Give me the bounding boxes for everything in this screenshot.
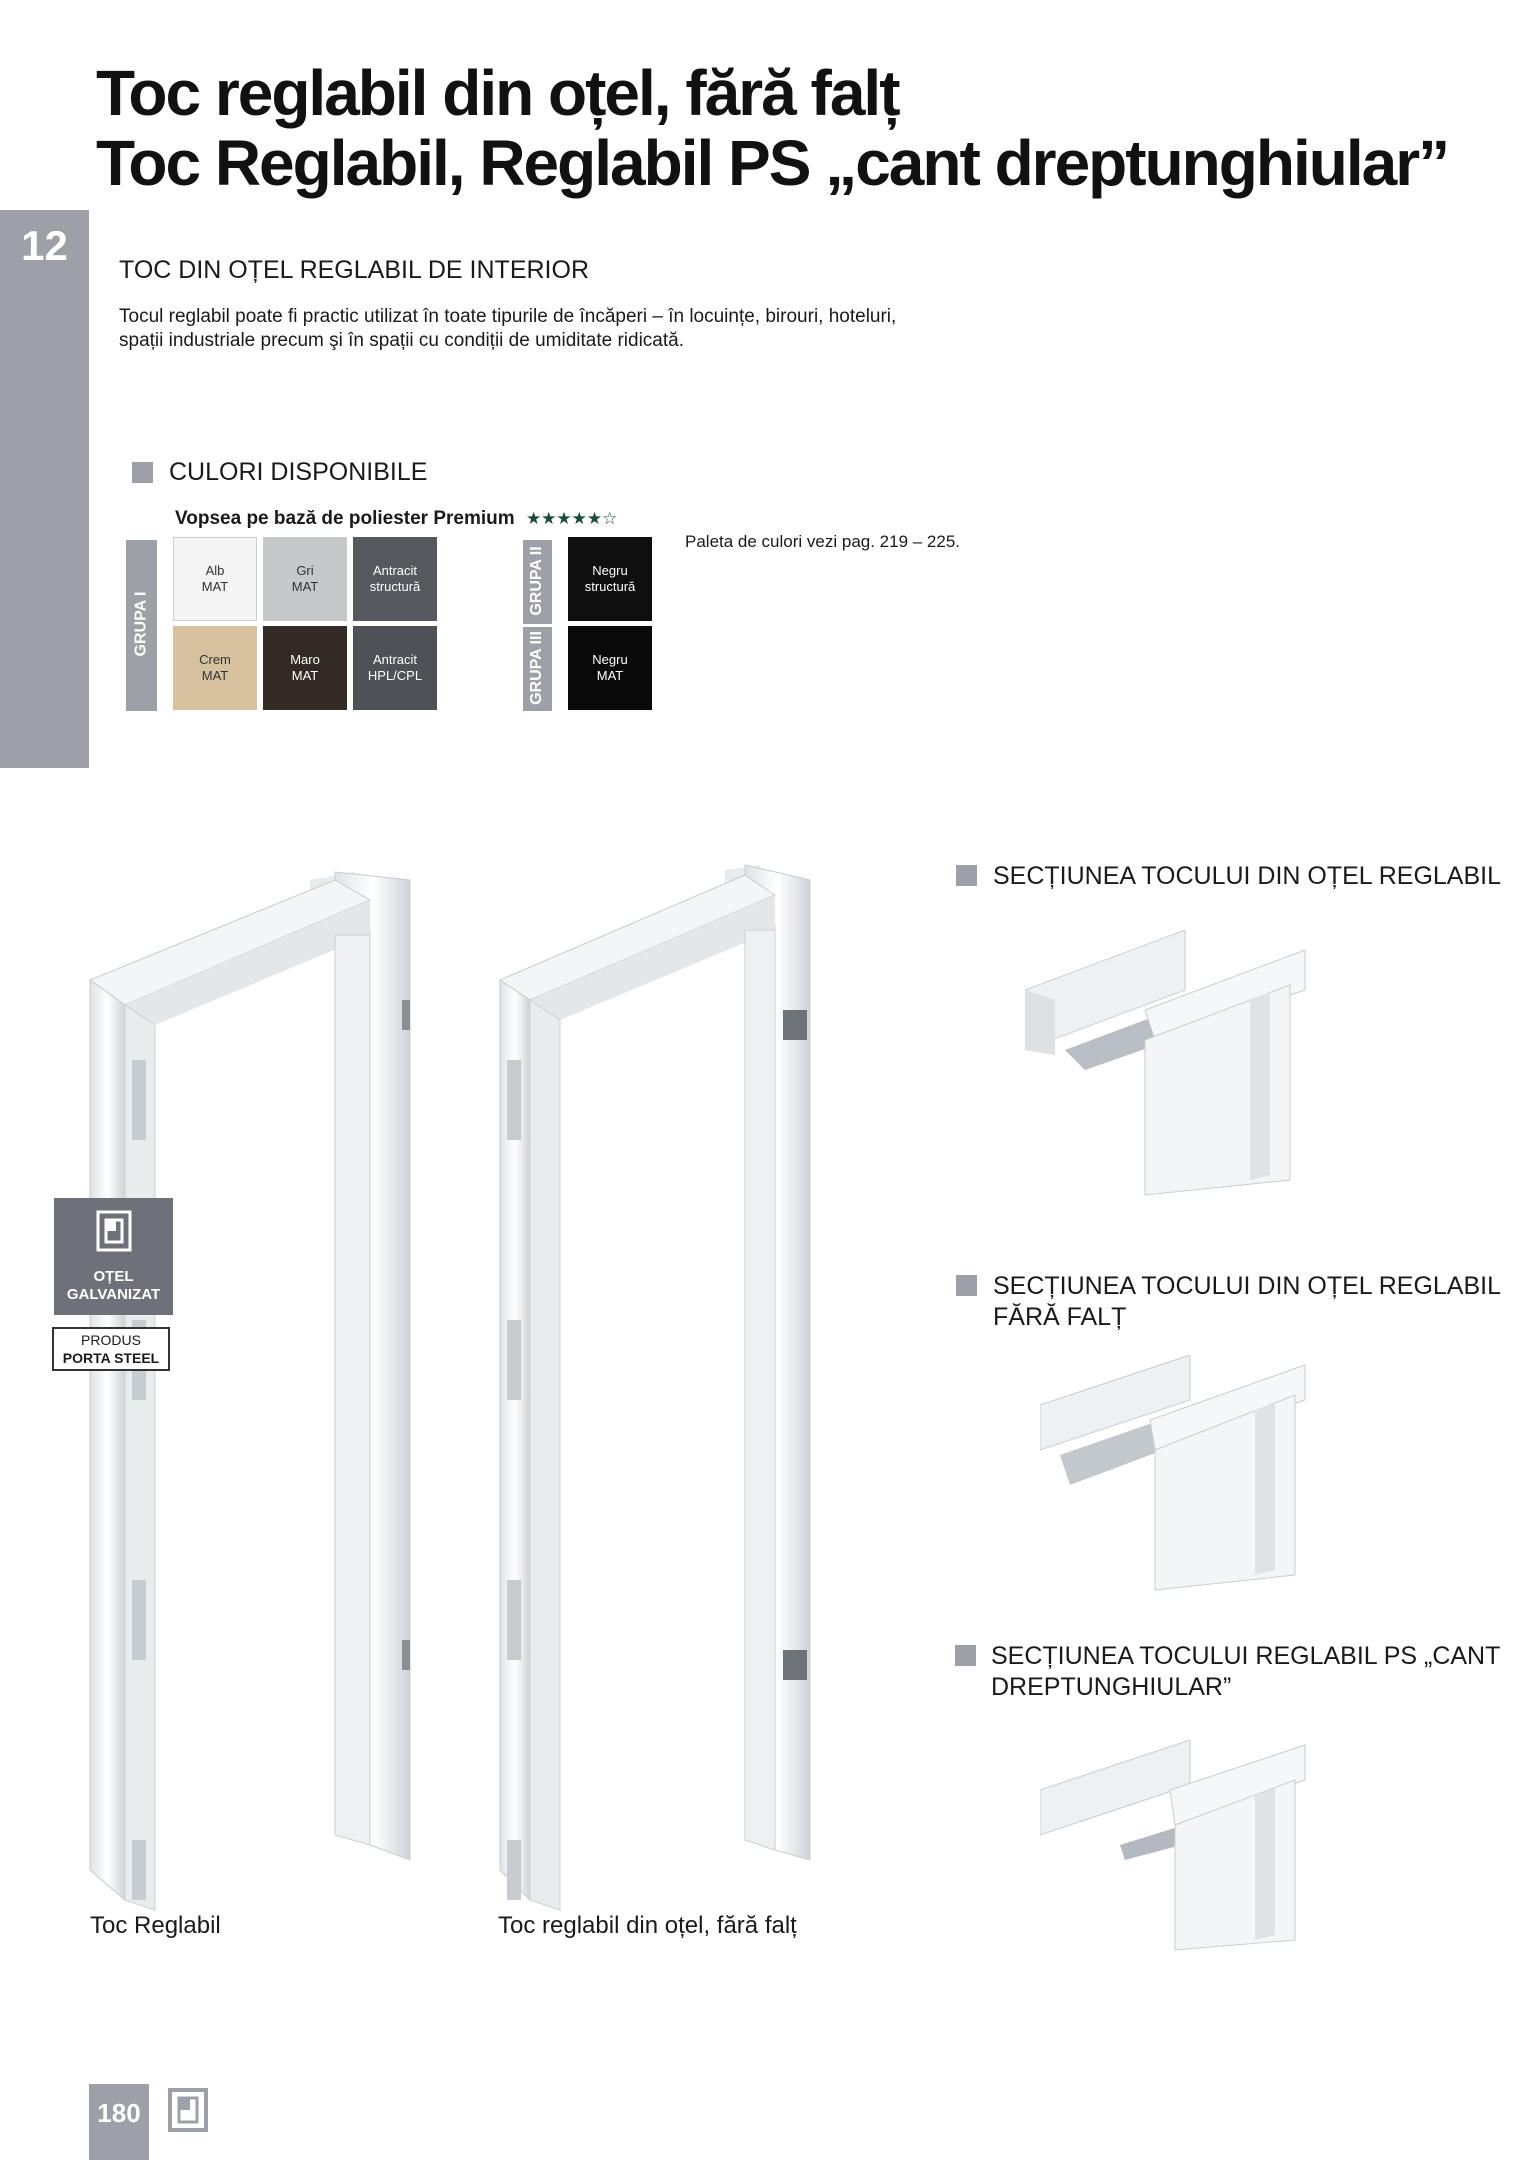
swatch-label: MAT [201, 579, 229, 594]
swatch-label: Maro [290, 652, 320, 667]
product-line-2: PORTA STEEL [62, 1350, 160, 1366]
swatch-label: MAT [201, 668, 229, 683]
group-1-label: GRUPA I [132, 591, 150, 657]
section-1-square-icon [956, 865, 977, 886]
page-number: 180 [97, 2098, 141, 2128]
palette-note: Paleta de culori vezi pag. 219 – 225. [685, 532, 961, 551]
section-3-image [1040, 1740, 1310, 1955]
swatch-alb-mat [173, 537, 257, 621]
section-2-square-icon [956, 1275, 977, 1296]
intro-line-1: Tocul reglabil poate fi practic utilizat în toate tipurile de încăperi – în locuințe, birouri, hoteluri, [119, 306, 897, 327]
section-1-image [1025, 930, 1320, 1200]
porta-footer-logo-icon [168, 2088, 208, 2132]
swatch-label: Antracit [372, 652, 418, 667]
section-2-line-1: SECȚIUNEA TOCULUI DIN OȚEL REGLABIL [993, 1272, 1502, 1300]
intro-line-2: spații industriale precum şi în spații cu condiții de umiditate ridicată. [119, 330, 684, 351]
heading-square-icon [132, 462, 153, 483]
swatch-label: structură [369, 579, 421, 594]
title-line-2: Toc Reglabil, Reglabil PS „cant dreptunghiular” [96, 127, 1449, 199]
material-line-1: OȚEL [93, 1268, 134, 1285]
swatch-label: Antracit [372, 563, 418, 578]
section-3-heading [991, 1642, 1500, 1702]
swatch-label: MAT [596, 668, 624, 683]
colors-heading: CULORI DISPONIBILE [169, 458, 428, 486]
title-line-1: Toc reglabil din oțel, fără falț [96, 57, 899, 129]
porta-logo-icon [96, 1210, 132, 1252]
product-line-1: PRODUS [81, 1332, 141, 1348]
rating-stars-icon: ★★★★★☆ [525, 509, 618, 528]
material-line-2: GALVANIZAT [66, 1286, 161, 1303]
section-2-image [1040, 1355, 1310, 1595]
section-3-square-icon [955, 1645, 976, 1666]
section-2-line-2: FĂRĂ FALȚ [993, 1303, 1127, 1331]
paint-label-text: Vopsea pe bază de poliester Premium [175, 508, 515, 529]
swatch-label: structură [584, 579, 636, 594]
section-title: TOC DIN OȚEL REGLABIL DE INTERIOR [119, 256, 589, 284]
swatch-maro-mat [263, 626, 347, 710]
section-1-heading: SECȚIUNEA TOCULUI DIN OȚEL REGLABIL [993, 862, 1502, 890]
swatch-negru-structura [568, 537, 652, 621]
caption-frame-2: Toc reglabil din oțel, fără falț [498, 1912, 797, 1939]
section-3-line-2: DREPTUNGHIULAR” [991, 1673, 1232, 1701]
swatch-label: Negru [592, 652, 628, 667]
caption-frame-1: Toc Reglabil [90, 1912, 221, 1939]
swatch-negru-mat [568, 626, 652, 710]
section-2-heading [993, 1272, 1501, 1332]
swatch-label: Gri [296, 563, 314, 578]
group-3-label: GRUPA III [528, 631, 545, 705]
swatch-label: Crem [199, 652, 231, 667]
frame-reglabil-image [80, 860, 430, 1920]
frame-fara-falt-image [495, 860, 835, 1920]
swatch-antracit-hpl-cpl [353, 626, 437, 710]
swatch-label: MAT [291, 579, 319, 594]
group-2-label: GRUPA II [528, 546, 545, 616]
chapter-tab [0, 210, 89, 768]
chapter-number: 12 [21, 222, 68, 269]
swatch-label: MAT [291, 668, 319, 683]
swatch-label: Alb [205, 563, 225, 578]
intro-text [119, 305, 979, 353]
swatch-label: HPL/CPL [367, 668, 423, 683]
swatch-crem-mat [173, 626, 257, 710]
swatch-antracit-structura [353, 537, 437, 621]
material-badge-text [54, 1268, 173, 1304]
swatch-gri-mat [263, 537, 347, 621]
swatch-label: Negru [592, 563, 628, 578]
paint-label [175, 508, 617, 530]
section-3-line-1: SECȚIUNEA TOCULUI REGLABIL PS „CANT [991, 1642, 1501, 1670]
